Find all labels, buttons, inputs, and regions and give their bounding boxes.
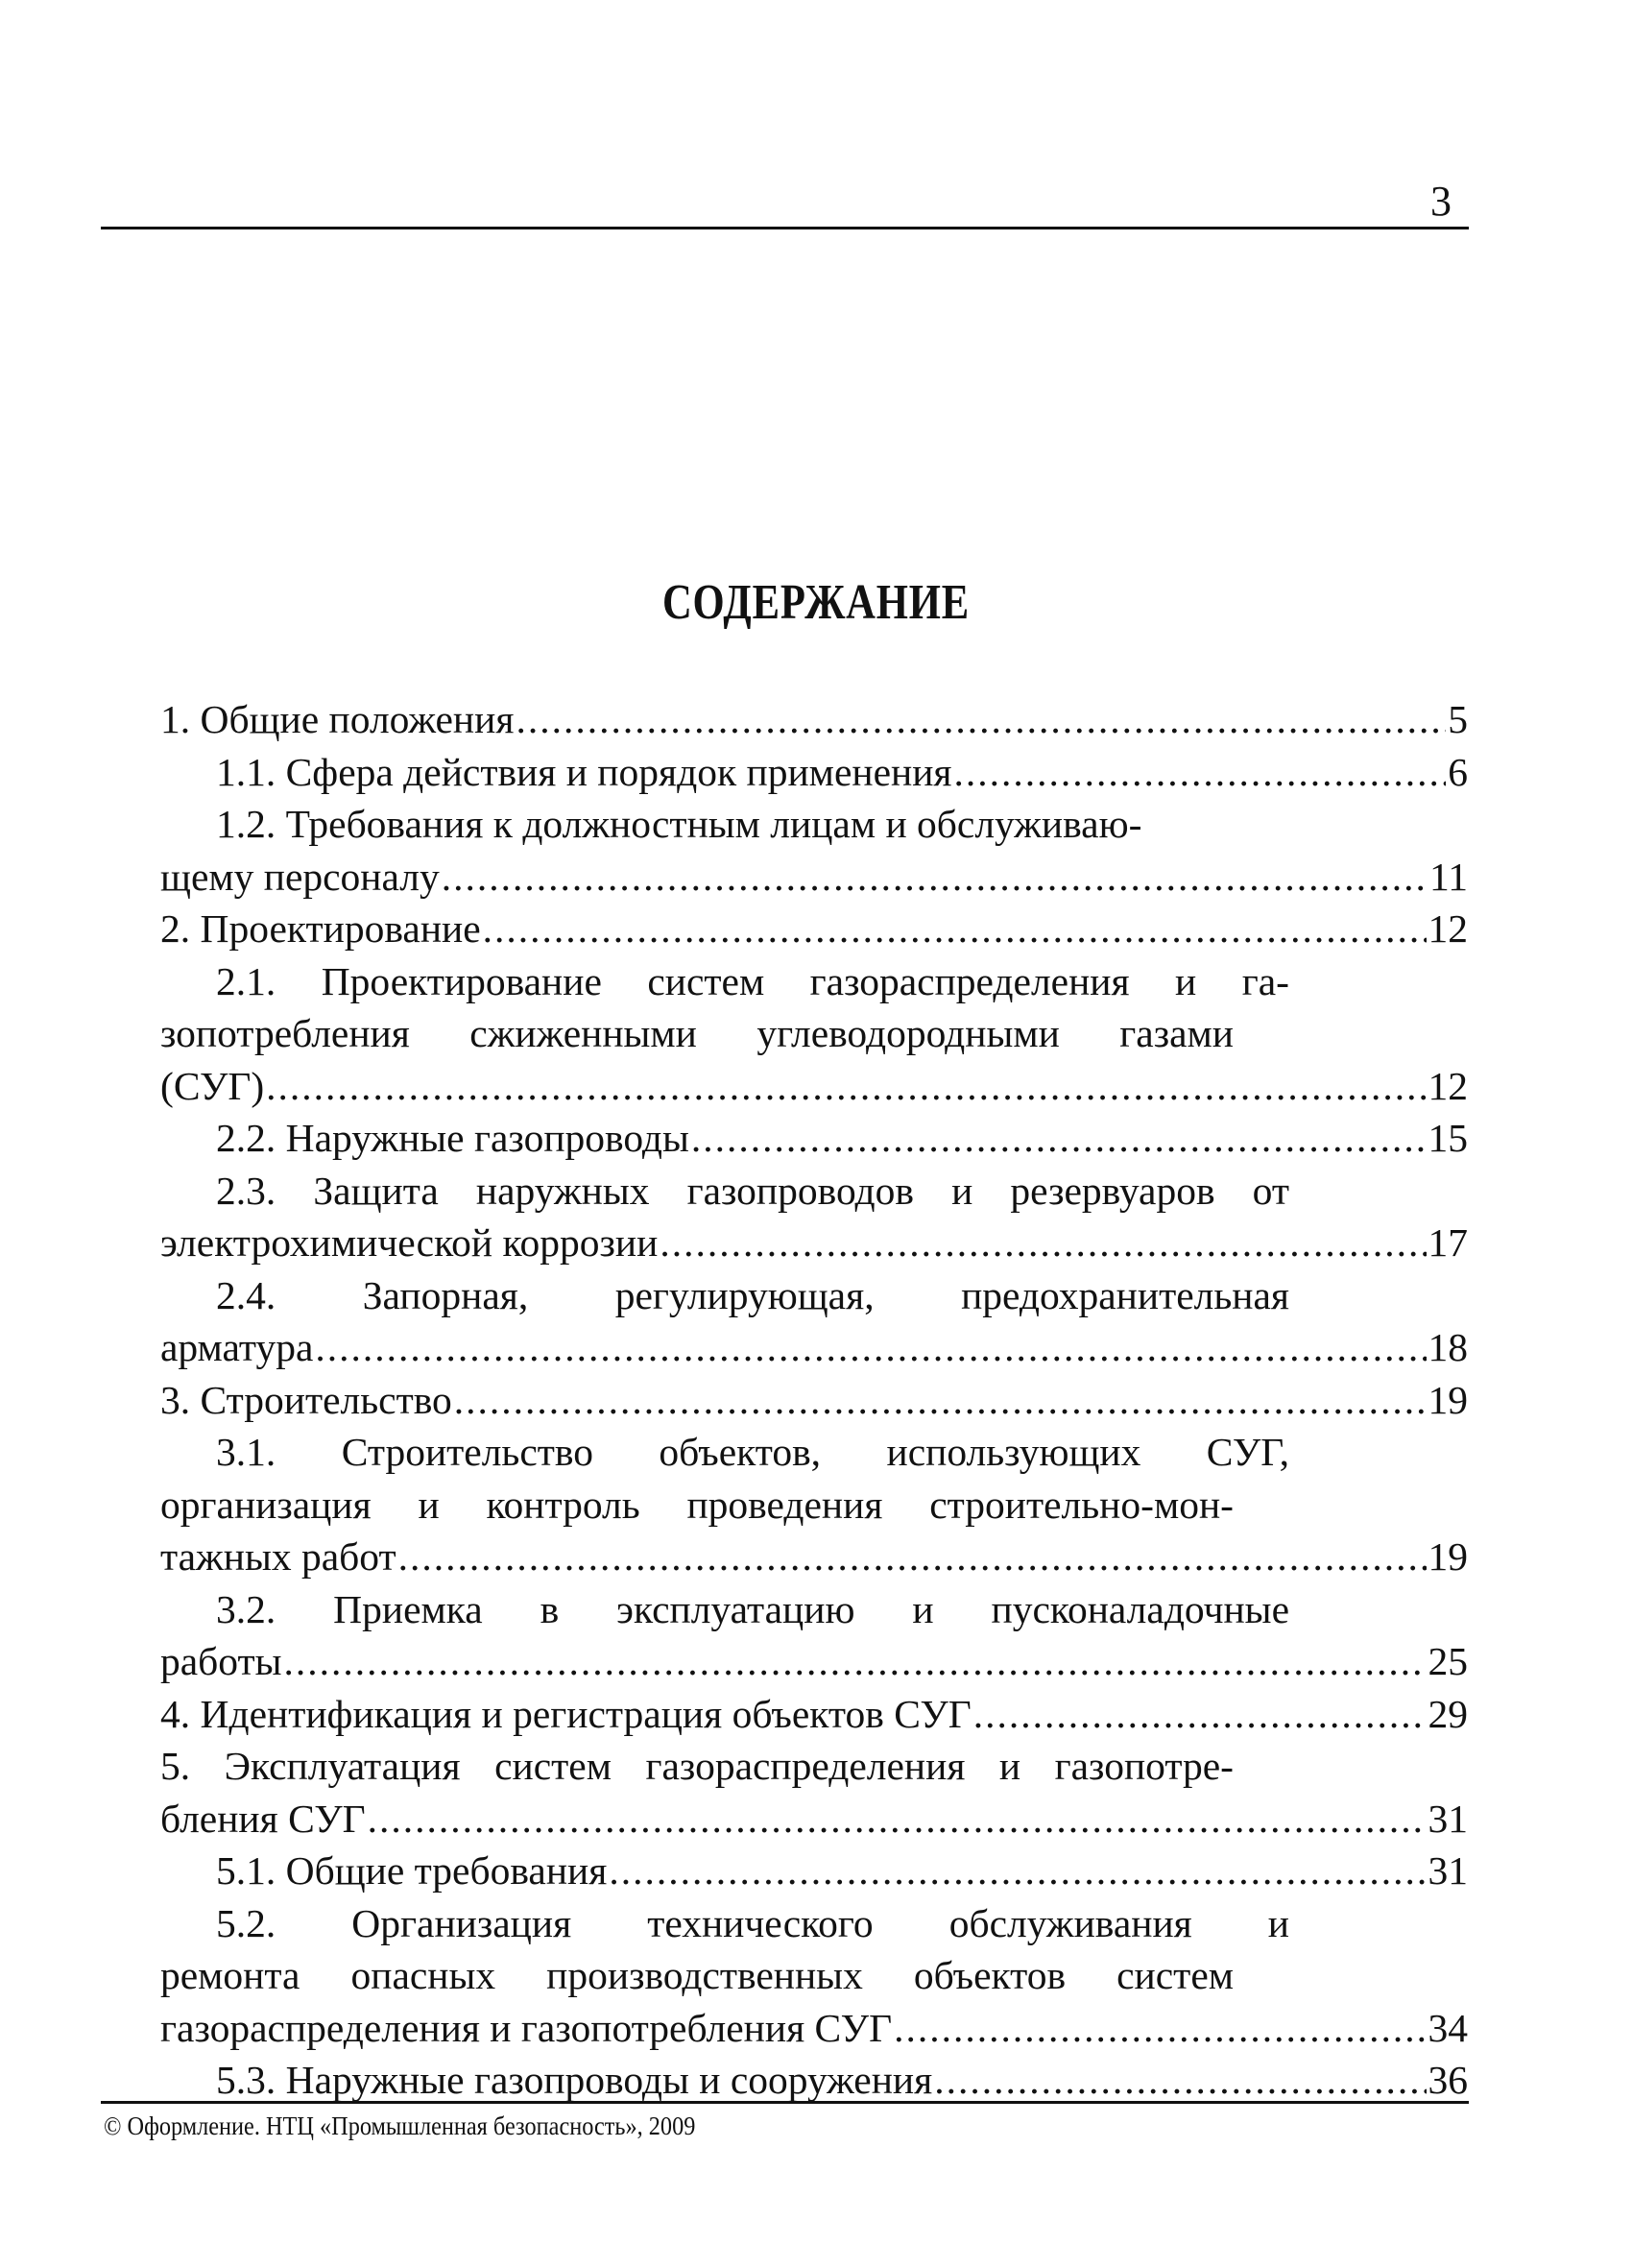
header-rule (101, 227, 1469, 229)
toc-entry-1-2-line-1[interactable] (160, 798, 1289, 851)
toc-entry-text: 2.3. Защита наружных газопроводов и резервуаров от (216, 1168, 1289, 1213)
toc-entry-text: 5.3. Наружные газопроводы и сооружения (216, 2058, 933, 2102)
toc-entry-text: 4. Идентификация и регистрация объектов СУГ (160, 1691, 972, 1736)
toc-entry-2-1-line-1[interactable] (160, 955, 1289, 1008)
page-number: 3 (1430, 178, 1452, 225)
toc-entry-3[interactable] (160, 1374, 1468, 1427)
toc-entry-text: арматура (160, 1325, 314, 1369)
toc-entry-page: 31 (1428, 1848, 1468, 1893)
toc-entry-text: 5.1. Общие требования (216, 1848, 608, 1893)
toc-entry-text: ремонта опасных производственных объектов систем (160, 1953, 1234, 1997)
toc-entry-2-2[interactable] (160, 1112, 1468, 1165)
toc-entry-page: 17 (1428, 1220, 1468, 1265)
dot-leader (660, 1217, 1426, 1269)
toc-entry-2-3-line-1[interactable] (160, 1165, 1289, 1218)
toc-entry-page: 12 (1428, 1063, 1468, 1108)
toc-entry-3-1-line-1[interactable] (160, 1426, 1289, 1479)
dot-leader (894, 2002, 1426, 2055)
toc-entry-text: тажных работ (160, 1534, 396, 1579)
toc-entry-page: 5 (1448, 697, 1468, 741)
toc-entry-3-2-line-2[interactable] (160, 1635, 1468, 1688)
dot-leader (934, 2054, 1426, 2107)
toc-entry-page: 18 (1428, 1325, 1468, 1369)
toc-entry-text: 3. Строительство (160, 1377, 452, 1422)
copyright-notice: © Оформление. НТЦ «Промышленная безопасность», 2009 (104, 2111, 696, 2140)
toc-entry-text: электрохимической коррозии (160, 1220, 659, 1265)
toc-entry-2-4-line-1[interactable] (160, 1269, 1289, 1322)
toc-entry-page: 34 (1428, 2005, 1468, 2050)
dot-leader (442, 851, 1428, 904)
toc-entry-text: бления СУГ (160, 1796, 366, 1841)
toc-entry-text: 3.1. Строительство объектов, использующих СУГ, (216, 1430, 1289, 1474)
toc-entry-5-2-line-1[interactable] (160, 1897, 1289, 1950)
dot-leader (266, 1060, 1426, 1113)
toc-entry-text: щему персоналу (160, 854, 440, 899)
toc-entry-text: 1. Общие положения (160, 697, 515, 741)
toc-entry-2-3-line-2[interactable] (160, 1217, 1468, 1269)
dot-leader (284, 1635, 1427, 1688)
toc-entry-3-1-line-3[interactable] (160, 1531, 1468, 1583)
toc-entry-text: 2. Проектирование (160, 906, 481, 951)
dot-leader (973, 1688, 1427, 1741)
dot-leader (398, 1531, 1427, 1583)
toc-entry-page: 31 (1428, 1796, 1468, 1841)
toc-entry-3-1-line-2[interactable] (160, 1479, 1234, 1532)
toc-entry-text: 5. Эксплуатация систем газораспределения и газопотре- (160, 1744, 1234, 1788)
toc-entry-5-line-2[interactable] (160, 1793, 1468, 1846)
toc-entry-5-3[interactable] (160, 2054, 1468, 2107)
toc-entry-text: 2.1. Проектирование систем газораспределения и га- (216, 958, 1289, 1003)
page-title: СОДЕРЖАНИЕ (661, 575, 971, 630)
dot-leader (315, 1321, 1426, 1374)
toc-entry-2-1-line-3[interactable] (160, 1060, 1468, 1113)
toc-entry-2-1-line-2[interactable] (160, 1007, 1234, 1060)
dot-leader (954, 746, 1447, 799)
toc-entry-5-2-line-3[interactable] (160, 2002, 1468, 2055)
toc-entry-page: 36 (1428, 2058, 1468, 2102)
toc-entry-text: 2.4. Запорная, регулирующая, предохранительная (216, 1272, 1289, 1317)
table-of-contents (160, 693, 1468, 2107)
toc-entry-text: зопотребления сжиженными углеводородными газами (160, 1011, 1234, 1055)
toc-entry-page: 6 (1448, 749, 1468, 794)
toc-entry-2-4-line-2[interactable] (160, 1321, 1468, 1374)
dot-leader (368, 1793, 1427, 1846)
dot-leader (454, 1374, 1427, 1427)
toc-entry-page: 15 (1428, 1116, 1468, 1160)
dot-leader (516, 693, 1446, 746)
toc-entry-1[interactable] (160, 693, 1468, 746)
dot-leader (609, 1845, 1426, 1897)
toc-entry-text: организация и контроль проведения строительно-мон- (160, 1482, 1234, 1527)
footer-rule (101, 2101, 1469, 2104)
toc-entry-3-2-line-1[interactable] (160, 1583, 1289, 1636)
toc-entry-text: 1.2. Требования к должностным лицам и обслуживаю- (216, 802, 1142, 846)
toc-entry-page: 19 (1428, 1377, 1468, 1422)
toc-entry-text: работы (160, 1639, 282, 1683)
toc-entry-page: 19 (1428, 1534, 1468, 1579)
toc-entry-2[interactable] (160, 903, 1468, 955)
toc-entry-page: 25 (1428, 1639, 1468, 1683)
toc-entry-1-2-line-2[interactable] (160, 851, 1468, 904)
toc-entry-text: (СУГ) (160, 1063, 265, 1108)
toc-entry-4[interactable] (160, 1688, 1468, 1741)
toc-entry-5-line-1[interactable] (160, 1740, 1234, 1793)
toc-entry-text: 3.2. Приемка в эксплуатацию и пусконаладочные (216, 1586, 1289, 1631)
toc-entry-text: 2.2. Наружные газопроводы (216, 1116, 689, 1160)
toc-entry-text: газораспределения и газопотребления СУГ (160, 2005, 893, 2050)
toc-entry-page: 12 (1428, 906, 1468, 951)
toc-entry-page: 11 (1429, 854, 1468, 899)
dot-leader (483, 903, 1427, 955)
toc-entry-5-2-line-2[interactable] (160, 1949, 1234, 2002)
dot-leader (691, 1112, 1427, 1165)
toc-entry-1-1[interactable] (160, 746, 1468, 799)
toc-entry-text: 5.2. Организация технического обслуживания и (216, 1900, 1289, 1945)
toc-entry-text: 1.1. Сфера действия и порядок применения (216, 749, 952, 794)
toc-entry-5-1[interactable] (160, 1845, 1468, 1897)
toc-entry-page: 29 (1428, 1691, 1468, 1736)
